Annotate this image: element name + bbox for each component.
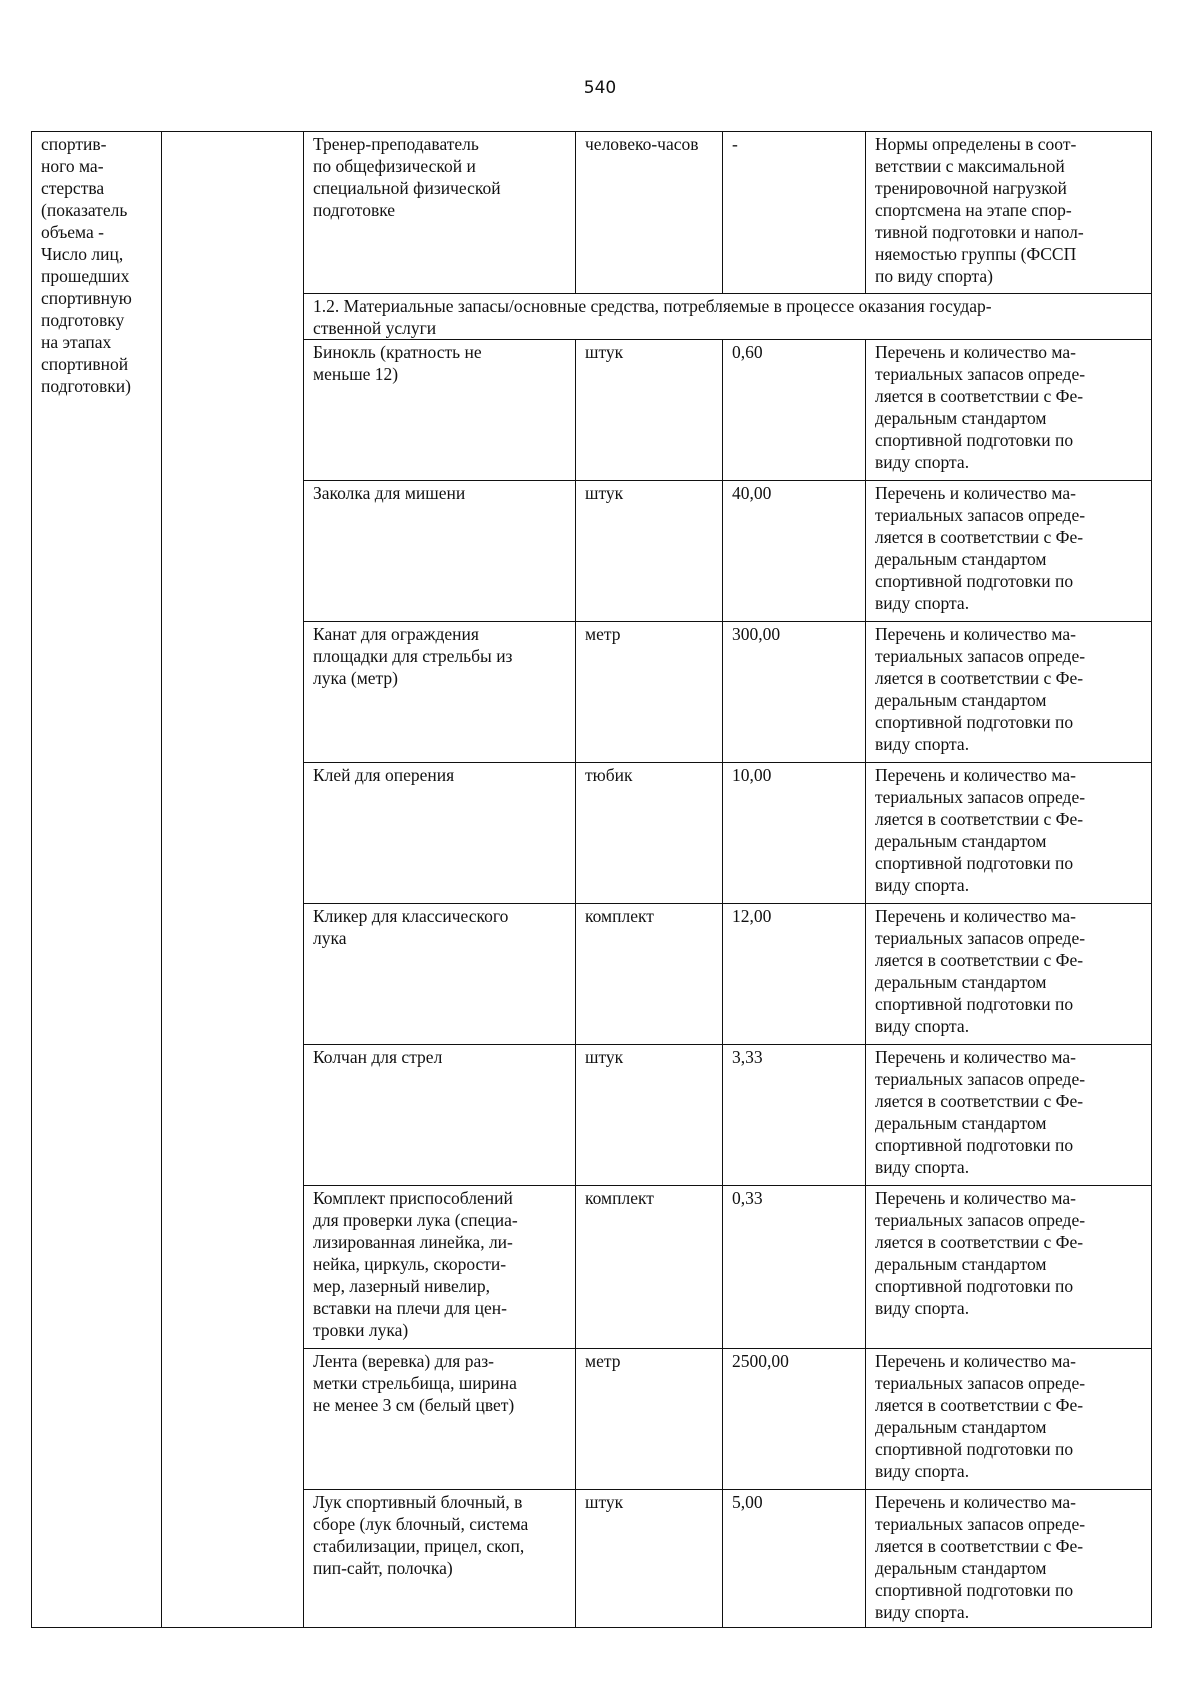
note: Перечень и количество ма- териальных запасов опреде- ляется в соответствии с Фе- деральным стандартом спортивной подготовки по виду спорта. <box>875 1351 1086 1481</box>
resource-name: Канат для ограждения площадки для стрельбы из лука (метр) <box>313 624 513 688</box>
note-cell <box>866 132 1152 294</box>
unit: тюбик <box>585 765 633 785</box>
resource-name: Кликер для классического лука <box>313 906 509 948</box>
resource-name: Комплект приспособлений для проверки лука (специа- лизированная линейка, ли- нейка, циркуль, скорости- мер, лазерный нивелир, вставки на плечи для цен- тровки лука) <box>313 1188 518 1340</box>
note-cell <box>866 904 1152 1045</box>
unit-cell <box>576 481 723 622</box>
unit-cell <box>576 1186 723 1349</box>
resource-name-cell <box>304 763 576 904</box>
note: Перечень и количество ма- териальных запасов опреде- ляется в соответствии с Фе- деральным стандартом спортивной подготовки по виду спорта. <box>875 483 1086 613</box>
value-cell <box>723 904 866 1045</box>
note: Перечень и количество ма- териальных запасов опреде- ляется в соответствии с Фе- деральным стандартом спортивной подготовки по виду спорта. <box>875 342 1086 472</box>
unit: штук <box>585 483 624 503</box>
unit-cell <box>576 763 723 904</box>
resource-name-cell <box>304 904 576 1045</box>
value-cell <box>723 481 866 622</box>
value: 40,00 <box>732 483 772 503</box>
note: Перечень и количество ма- териальных запасов опреде- ляется в соответствии с Фе- деральным стандартом спортивной подготовки по виду спорта. <box>875 1047 1086 1177</box>
table-row-trainer <box>32 132 1152 294</box>
note-cell <box>866 763 1152 904</box>
value: 3,33 <box>732 1047 763 1067</box>
unit-cell <box>576 1349 723 1490</box>
service-name-cell <box>32 132 162 1628</box>
resource-name-cell <box>304 1186 576 1349</box>
note-cell <box>866 1045 1152 1186</box>
value: 300,00 <box>732 624 781 644</box>
unit-cell <box>576 622 723 763</box>
resource-name-cell <box>304 340 576 481</box>
unit-cell <box>576 1490 723 1628</box>
note-cell <box>866 340 1152 481</box>
value: 10,00 <box>732 765 772 785</box>
note-cell <box>866 481 1152 622</box>
value: 12,00 <box>732 906 772 926</box>
unit-cell <box>576 904 723 1045</box>
resource-name: Клей для оперения <box>313 765 455 785</box>
section-header: 1.2. Материальные запасы/основные средства, потребляемые в процессе оказания государ- ственной услуги <box>313 296 992 338</box>
unit-cell <box>576 1045 723 1186</box>
section-header-cell <box>304 294 1152 340</box>
value-cell <box>723 1186 866 1349</box>
resource-name: Заколка для мишени <box>313 483 466 503</box>
note-cell <box>866 622 1152 763</box>
unit: штук <box>585 1047 624 1067</box>
page-number: 540 <box>583 78 617 98</box>
note-cell <box>866 1490 1152 1628</box>
resource-name: Лента (веревка) для раз- метки стрельбища, ширина не менее 3 см (белый цвет) <box>313 1351 517 1415</box>
value-cell <box>723 1349 866 1490</box>
resource-name-cell <box>304 622 576 763</box>
value-cell <box>723 763 866 904</box>
note: Перечень и количество ма- териальных запасов опреде- ляется в соответствии с Фе- деральным стандартом спортивной подготовки по виду спорта. <box>875 1492 1086 1622</box>
note-cell <box>866 1349 1152 1490</box>
unit: штук <box>585 1492 624 1512</box>
value-cell <box>723 622 866 763</box>
unit: комплект <box>585 1188 654 1208</box>
note: Нормы определены в соот- ветствии с максимальной тренировочной нагрузкой спортсмена на этапе спор- тивной подготовки и напол- няемостью группы (ФССП по виду спорта) <box>875 134 1084 286</box>
note: Перечень и количество ма- териальных запасов опреде- ляется в соответствии с Фе- деральным стандартом спортивной подготовки по виду спорта. <box>875 906 1086 1036</box>
value: - <box>732 134 738 154</box>
unit: комплект <box>585 906 654 926</box>
resource-name: Лук спортивный блочный, в сборе (лук блочный, система стабилизации, прицел, скоп, пип-сайт, полочка) <box>313 1492 529 1578</box>
norms-table <box>31 131 1152 1628</box>
unit: штук <box>585 342 624 362</box>
note: Перечень и количество ма- териальных запасов опреде- ляется в соответствии с Фе- деральным стандартом спортивной подготовки по виду спорта. <box>875 624 1086 754</box>
unit-cell <box>576 132 723 294</box>
unit: метр <box>585 624 621 644</box>
unit: метр <box>585 1351 621 1371</box>
unit-cell <box>576 340 723 481</box>
value: 0,60 <box>732 342 763 362</box>
unit: человеко-часов <box>585 134 699 154</box>
resource-name-cell <box>304 1349 576 1490</box>
resource-name: Бинокль (кратность не меньше 12) <box>313 342 482 384</box>
resource-name-cell <box>304 132 576 294</box>
note: Перечень и количество ма- териальных запасов опреде- ляется в соответствии с Фе- деральным стандартом спортивной подготовки по виду спорта. <box>875 765 1086 895</box>
note-cell <box>866 1186 1152 1349</box>
value-cell <box>723 1045 866 1186</box>
empty-cell <box>162 132 304 1628</box>
value: 5,00 <box>732 1492 763 1512</box>
value: 2500,00 <box>732 1351 789 1371</box>
value-cell <box>723 132 866 294</box>
service-name-text: спортив- ного ма- стерства (показатель объема - Число лиц, прошедших спортивную подготовку на этапах спортивной подготовки) <box>41 134 132 396</box>
resource-name: Тренер-преподаватель по общефизической и специальной физической подготовке <box>313 134 501 220</box>
resource-name-cell <box>304 1490 576 1628</box>
value: 0,33 <box>732 1188 763 1208</box>
resource-name: Колчан для стрел <box>313 1047 443 1067</box>
note: Перечень и количество ма- териальных запасов опреде- ляется в соответствии с Фе- деральным стандартом спортивной подготовки по виду спорта. <box>875 1188 1086 1318</box>
resource-name-cell <box>304 481 576 622</box>
resource-name-cell <box>304 1045 576 1186</box>
value-cell <box>723 340 866 481</box>
value-cell <box>723 1490 866 1628</box>
